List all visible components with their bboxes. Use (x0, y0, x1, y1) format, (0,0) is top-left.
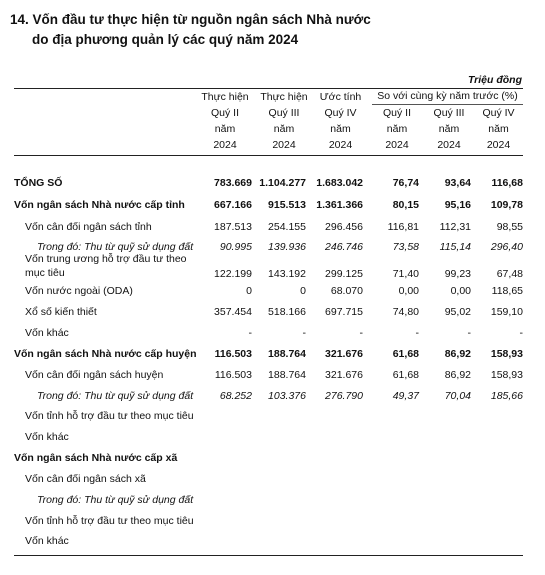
row-label (25, 306, 97, 319)
cell-value: 112,31 (439, 221, 471, 233)
cell-value: - (415, 327, 419, 339)
row-label-line: Vốn ngân sách Nhà nước cấp tỉnh (14, 199, 185, 211)
row-label-line: mục tiêu (25, 267, 65, 279)
cell-value: 103.376 (268, 390, 306, 402)
row-label-line: Vốn khác (25, 535, 69, 547)
row-label (25, 221, 152, 234)
group-header: So với cùng kỳ năm trước (%) (377, 90, 518, 102)
cell-value: 357.454 (214, 306, 252, 318)
title-line-1: 14. Vốn đầu tư thực hiện từ nguồn ngân sách Nhà nước (10, 12, 371, 27)
cell-value: 61,68 (392, 369, 419, 381)
cell-value: 70,04 (444, 390, 471, 402)
cell-value: 93,64 (444, 177, 471, 189)
cell-value: 296,40 (490, 241, 523, 253)
row-label-line: Vốn trung ương hỗ trợ đầu tư theo (25, 253, 187, 265)
cell-value: 159,10 (490, 306, 523, 318)
cell-value: 0,00 (450, 285, 471, 297)
row-label (25, 535, 69, 548)
cell-value: 122.199 (214, 268, 252, 280)
row-label-line: Vốn cân đối ngân sách xã (25, 473, 146, 485)
cell-value: - (467, 327, 471, 339)
cell-value: 188.764 (268, 348, 306, 360)
column-header-line: 2024 (213, 139, 237, 151)
row-label (25, 515, 194, 528)
cell-value: 296.456 (325, 221, 363, 233)
cell-value: 254.155 (268, 221, 306, 233)
cell-value: 697.715 (325, 306, 363, 318)
column-header-line: năm (214, 123, 236, 135)
column-header-line: 2024 (486, 139, 511, 151)
cell-value: - (248, 327, 252, 339)
cell-value: 185,66 (490, 390, 523, 402)
cell-value: 321.676 (325, 369, 363, 381)
cell-value: 1.361.366 (316, 199, 363, 211)
column-header-line: Quý III (268, 107, 300, 119)
column-header-line: Thực hiện (260, 91, 308, 103)
column-header-line: năm (273, 123, 295, 135)
cell-value: 518.166 (268, 306, 306, 318)
table-bottom-rule (14, 555, 523, 556)
row-label-line: Vốn cân đối ngân sách tỉnh (25, 221, 152, 233)
cell-value: 99,23 (444, 268, 471, 280)
cell-value: 80,15 (392, 199, 419, 211)
cell-value: 73,58 (392, 241, 419, 253)
cell-value: 915.513 (268, 199, 306, 211)
cell-value: 116.503 (214, 348, 252, 360)
row-label-line: Vốn tỉnh hỗ trợ đầu tư theo mục tiêu (25, 515, 194, 527)
column-header-2 (256, 89, 312, 153)
cell-value: - (359, 327, 363, 339)
column-header-line: Quý III (433, 107, 465, 119)
cell-value: 61,68 (392, 348, 419, 360)
cell-value: - (302, 327, 306, 339)
cell-value: 95,16 (444, 199, 471, 211)
column-header-line: năm (438, 123, 460, 135)
header-bottom-rule (14, 155, 523, 156)
row-label-line: Trong đó: Thu từ quỹ sử dụng đất (37, 241, 194, 253)
cell-value: 667.166 (214, 199, 252, 211)
row-label (37, 390, 193, 403)
row-label (25, 410, 194, 423)
column-header-line: năm (330, 123, 351, 135)
row-label (14, 348, 197, 361)
row-label (14, 452, 177, 465)
cell-value: 67,48 (496, 268, 523, 280)
cell-value: 158,93 (490, 369, 523, 381)
cell-value: 76,74 (392, 177, 419, 189)
cell-value: 68.070 (330, 285, 363, 297)
row-label-line: TỔNG SỐ (14, 177, 63, 189)
column-header-line: 2024 (437, 139, 461, 151)
cell-value: 276.790 (325, 390, 363, 402)
cell-value: 74,80 (392, 306, 419, 318)
cell-value: - (519, 327, 523, 339)
cell-value: 0,00 (398, 285, 419, 297)
cell-value: 1.683.042 (316, 177, 363, 189)
cell-value: 0 (246, 285, 252, 297)
cell-value: 1.104.277 (259, 177, 306, 189)
cell-value: 321.676 (325, 348, 363, 360)
cell-value: 143.192 (268, 268, 306, 280)
cell-value: 299.125 (325, 268, 363, 280)
cell-value: 116,68 (491, 177, 523, 189)
cell-value: 116,81 (387, 221, 419, 233)
row-label (25, 253, 187, 280)
row-label-line: Vốn ngân sách Nhà nước cấp huyện (14, 348, 197, 360)
column-header-line: Quý II (210, 107, 239, 119)
row-label (25, 369, 163, 382)
row-label (37, 494, 193, 507)
column-header-line: 2024 (328, 139, 353, 151)
column-header-line: 2024 (385, 139, 409, 151)
row-label-line: Vốn ngân sách Nhà nước cấp xã (14, 452, 178, 464)
cell-value: 86,92 (444, 369, 471, 381)
row-label-line: Vốn cân đối ngân sách huyện (25, 369, 164, 381)
cell-value: 783.669 (214, 177, 252, 189)
cell-value: 188.764 (268, 369, 306, 381)
cell-value: 115,14 (439, 241, 471, 253)
column-header-line: Ước tính (319, 91, 362, 103)
row-label (14, 177, 62, 190)
cell-value: 0 (300, 285, 306, 297)
row-label (25, 431, 69, 444)
row-label-line: Xổ số kiến thiết (25, 306, 97, 318)
row-label (25, 473, 146, 486)
cell-value: 90.995 (219, 241, 252, 253)
row-label (25, 285, 133, 298)
column-header-5 (424, 105, 474, 153)
column-header-3 (313, 89, 368, 153)
column-header-line: 2024 (272, 139, 296, 151)
cell-value: 118,65 (491, 285, 523, 297)
cell-value: 71,40 (392, 268, 419, 280)
row-label-line: Vốn khác (25, 431, 69, 443)
column-header-line: Quý II (382, 107, 411, 119)
cell-value: 246.746 (325, 241, 363, 253)
cell-value: 158,93 (490, 348, 523, 360)
row-label (25, 327, 69, 340)
table-title (10, 10, 371, 50)
cell-value: 68.252 (219, 390, 252, 402)
cell-value: 139.936 (268, 241, 306, 253)
column-header-line: Thực hiện (201, 91, 249, 103)
column-header-6 (474, 105, 523, 153)
cell-value: 95,02 (444, 306, 471, 318)
column-header-line: năm (386, 123, 408, 135)
cell-value: 109,78 (490, 199, 523, 211)
row-label (14, 199, 185, 212)
row-label-line: Trong đó: Thu từ quỹ sử dụng đất (37, 494, 194, 506)
cell-value: 49,37 (392, 390, 419, 402)
column-header-line: Quý IV (324, 107, 357, 119)
unit-label: Triệu đồng (467, 74, 522, 86)
cell-value: 116.503 (214, 369, 252, 381)
cell-value: 86,92 (444, 348, 471, 360)
column-header-4 (372, 105, 422, 153)
column-header-1 (198, 89, 252, 153)
row-label-line: Vốn tỉnh hỗ trợ đầu tư theo mục tiêu (25, 410, 194, 422)
column-header-line: Quý IV (482, 107, 515, 119)
row-label-line: Trong đó: Thu từ quỹ sử dụng đất (37, 390, 194, 402)
row-label-line: Vốn khác (25, 327, 69, 339)
column-header-line: năm (488, 123, 509, 135)
title-line-2: do địa phương quản lý các quý năm 2024 (32, 32, 299, 47)
cell-value: 187.513 (214, 221, 252, 233)
cell-value: 98,55 (496, 221, 523, 233)
row-label-line: Vốn nước ngoài (ODA) (25, 285, 133, 297)
